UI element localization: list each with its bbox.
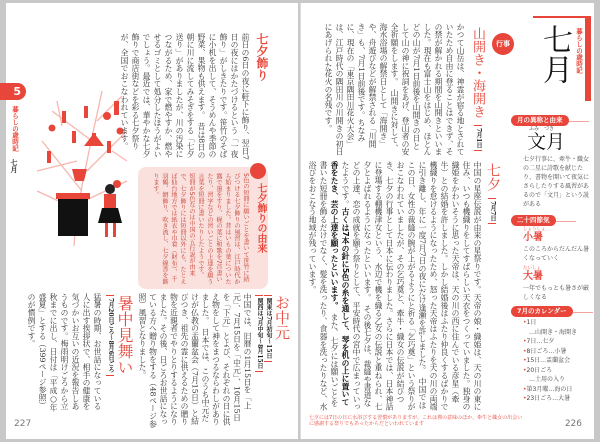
tab-series: 暮らしの歳時記 <box>11 106 19 152</box>
bullet-icon: • <box>523 395 527 402</box>
yamabiraki-title: 山開き・海開き <box>470 27 485 118</box>
kazari-text: 前日の6日の夜に軒下に飾り、翌日7日の夜にはかたづけるという「一夜飾り」がしきたりです。笹竹のそばに小机を出して、そうめんや季節の野菜、果物も供えます。 昔は8日の朝に川に流してみそぎをする「七夕送り」がありましたが、川の汚染につながるため、家で燃やすか、燃やせるゴミとして処分したほうがよいでしょう。最近では、華やかな七夕飾りで商店街などを彩る七夕祭りが、全国でおこなわれています。 <box>120 33 250 160</box>
bullet-icon: • <box>523 357 527 364</box>
bullet-icon: • <box>523 338 527 345</box>
yurai-title: 七夕飾りの由来 <box>255 183 266 253</box>
yamabiraki-text: かつて山岳は、神霊が宿る地とされていたため自由に登ることはできず、その禁が解かれる期間を山開きといいました。現在も富士山をはじめ、ほとんどの山が7月1日前後を山開きの日として山の神に祝詞をあげ、登山者の安全祈願をします。 山開きに対して、海水浴場の解禁日として「海開き」や、舟遊びなどが解禁される「川開き」も、7月1日前後です。ちなみに、現在の「東京隅田川花火大会」は、江戸時代の隅田川の川開きの初日にあげられた花火の名残です。 <box>324 23 465 156</box>
ochugen-date2: 関西は7月中旬〜8月15日 <box>255 295 263 372</box>
sekki-text: このころからだんだん暑くなっていく <box>523 246 590 262</box>
tanabata-text <box>307 161 483 411</box>
series-label: 暮らしの歳時記 <box>575 28 583 74</box>
calendar-item: •23日ごろ…大暑 <box>523 395 571 402</box>
shochu-date: 7月20日ごろ〜8月6日ごろ <box>106 295 114 376</box>
tab-month: 七月 <box>10 159 19 173</box>
bullet-icon: • <box>523 319 527 326</box>
bullet-icon: • <box>523 347 527 355</box>
meaning-text: 七夕行事に、牽牛・織女の二星に詩歌を献じたり、書物を開いて夜気にさらしたりする風習があるので「文月」という説がある <box>523 156 590 208</box>
calendar-item: •7日…七夕 <box>523 338 555 345</box>
tanabata-body2: また、七夕には願いごとを書いた短冊を飾るだけでなく、髪を洗ったり、食器を洗ったりなど、水浴びをおこなう地域が残っています。 <box>308 161 339 411</box>
tanabata-date: 7月7日 <box>488 198 496 224</box>
sekki-ruby: たいしょ <box>523 266 541 271</box>
tanabata-title: 七夕 <box>485 163 501 191</box>
yamabiraki-date: 7月1日 <box>474 125 482 151</box>
ochugen-date1: 関東は7月初旬〜15日 <box>264 295 272 362</box>
sekki-text: 一年でもっとも暑さが厳しくなる <box>523 285 590 301</box>
meaning-word: 文月 <box>527 131 566 153</box>
left-page <box>6 3 298 439</box>
tanabata-body: 中国の星座伝説が由来の星祭りです。天帝の娘・織姫は、天の川の東に住み、いつも機織りをしてすばらしい天衣をつくっていました。独身の織姫をかわいそうに思った天帝は、天の川の西に住んでいる彦星（牽牛）との結婚を許しました。しかし結婚後はふたり仲良くするばかりで機織りを怠けるようになったため、怒った天帝はふたりを天の川の両端に引き離し、年に一度7月7日の夜にだけ逢瀬を許しました。 中国ではこの日、女性の裁縫の腕が上がるようにと祈る「乞巧奠」という祭りがおこなわれていましたが、その乞巧奠と、牽牛・織女の伝説が結びつき、七夕の行事として日本に伝わりました。さらに日本では、日本神話に登場する棚機津女という、水辺で機を織る乙女の伝説と重ねられ、七夕とよばれるようになったといいます。 その後七夕は、裁縫や書道などの上達、恋の成就を願う祭りとして、平安時代の宮中で広まっていったようです。 <box>341 161 482 411</box>
sekki-label: 二十四節気 <box>511 215 556 226</box>
month-title: 七月 <box>537 24 572 84</box>
sekki-name: 小暑 <box>523 232 543 243</box>
page-number: 227 <box>14 419 32 429</box>
bullet-icon: • <box>523 366 527 374</box>
yurai-text: 5色の短冊に願いごとを書いて笹竹に結びつける七夕飾りの風習は、江戸時代から始まりました。昔はいもの葉についた露で墨をすり、梶の葉に和歌を7首書いたり、習字などの習いごとの上達を願う言葉を短冊に書いたりしたようです。 短冊が5色なのは中国の五行説が由来で、七夕飾りには短冊以外にも、たとえば仙台地方では紙衣や巾着（財布）、千羽鶴、網飾り、吹き流し、七夕線香を飾ります。 <box>152 173 249 285</box>
shochu-text: 猛暑の時期、お世話になっている人に出す挨拶状で、相手の健康を気づかいお互いの近況を報告しあうものです。梅雨明けごろから立秋までに出し、日付は「平成○年盛夏」とする（399ページ参照）のが慣例です。 <box>27 293 102 412</box>
ochugen-text: 中国では、旧暦の1月15日を「上元」、7月15日を「中元」、10月15日を「下元」とよび、それぞれの日に供え物をして神をまつるならわしがありました。 日本では、このうち中元だけが仏教の盂蘭盆会（7月15日）と結びつき、祖先の霊に供えるための贈り物を近親者でやりとりするようになりました。その後、日ごろお世話になっている方へ贈り物をする（48ページ参照）風習となりました。 <box>138 293 252 428</box>
sekki-name: 大暑 <box>523 271 543 282</box>
calendar-item: •第3月曜…海の日 <box>523 385 573 393</box>
meaning-ruby: ふみ づき <box>529 126 555 132</box>
tanabata-bold: 古くは7本の針に5色の糸を通して、琴を机の上に置いて香をたき、芸の上達を願ったといいます。 <box>330 161 350 406</box>
calendar-item: …土用の入り <box>523 376 566 383</box>
sekki-ruby: しょうしょ <box>523 227 546 232</box>
footnote: 七夕には7日の日に水浴びする習慣がありますが、これは禊の意味のほか、牽牛と織女の出会いに感謝する祭りでもあったからだといわれています <box>309 415 523 427</box>
meaning-label: 月の異称と由来 <box>511 115 569 126</box>
shochu-title: 暑中見舞い <box>115 295 134 375</box>
info-icon <box>250 163 266 179</box>
calendar-list <box>523 318 593 404</box>
yurai-box <box>138 167 268 289</box>
event-badge: 行事 <box>492 33 514 55</box>
right-page <box>300 3 594 439</box>
calendar-label: 7月のカレンダー <box>511 306 573 317</box>
calendar-item: …山開き・海開き <box>523 328 578 336</box>
kazari-title: 七夕飾り <box>255 33 269 81</box>
month-header <box>533 16 591 101</box>
bullet-icon: • <box>523 385 527 393</box>
calendar-item: •20日ごろ <box>523 366 553 374</box>
ochugen-title: お中元 <box>273 295 291 340</box>
chapter-tab: 5 <box>0 83 26 100</box>
page-number: 226 <box>564 419 582 429</box>
calendar-item: •15日…盂蘭盆会 <box>523 357 571 364</box>
calendar-item: •1日 <box>523 319 537 326</box>
tanabata-tree-illustration <box>32 81 132 256</box>
calendar-item: •8日ごろ…小暑 <box>523 347 567 355</box>
